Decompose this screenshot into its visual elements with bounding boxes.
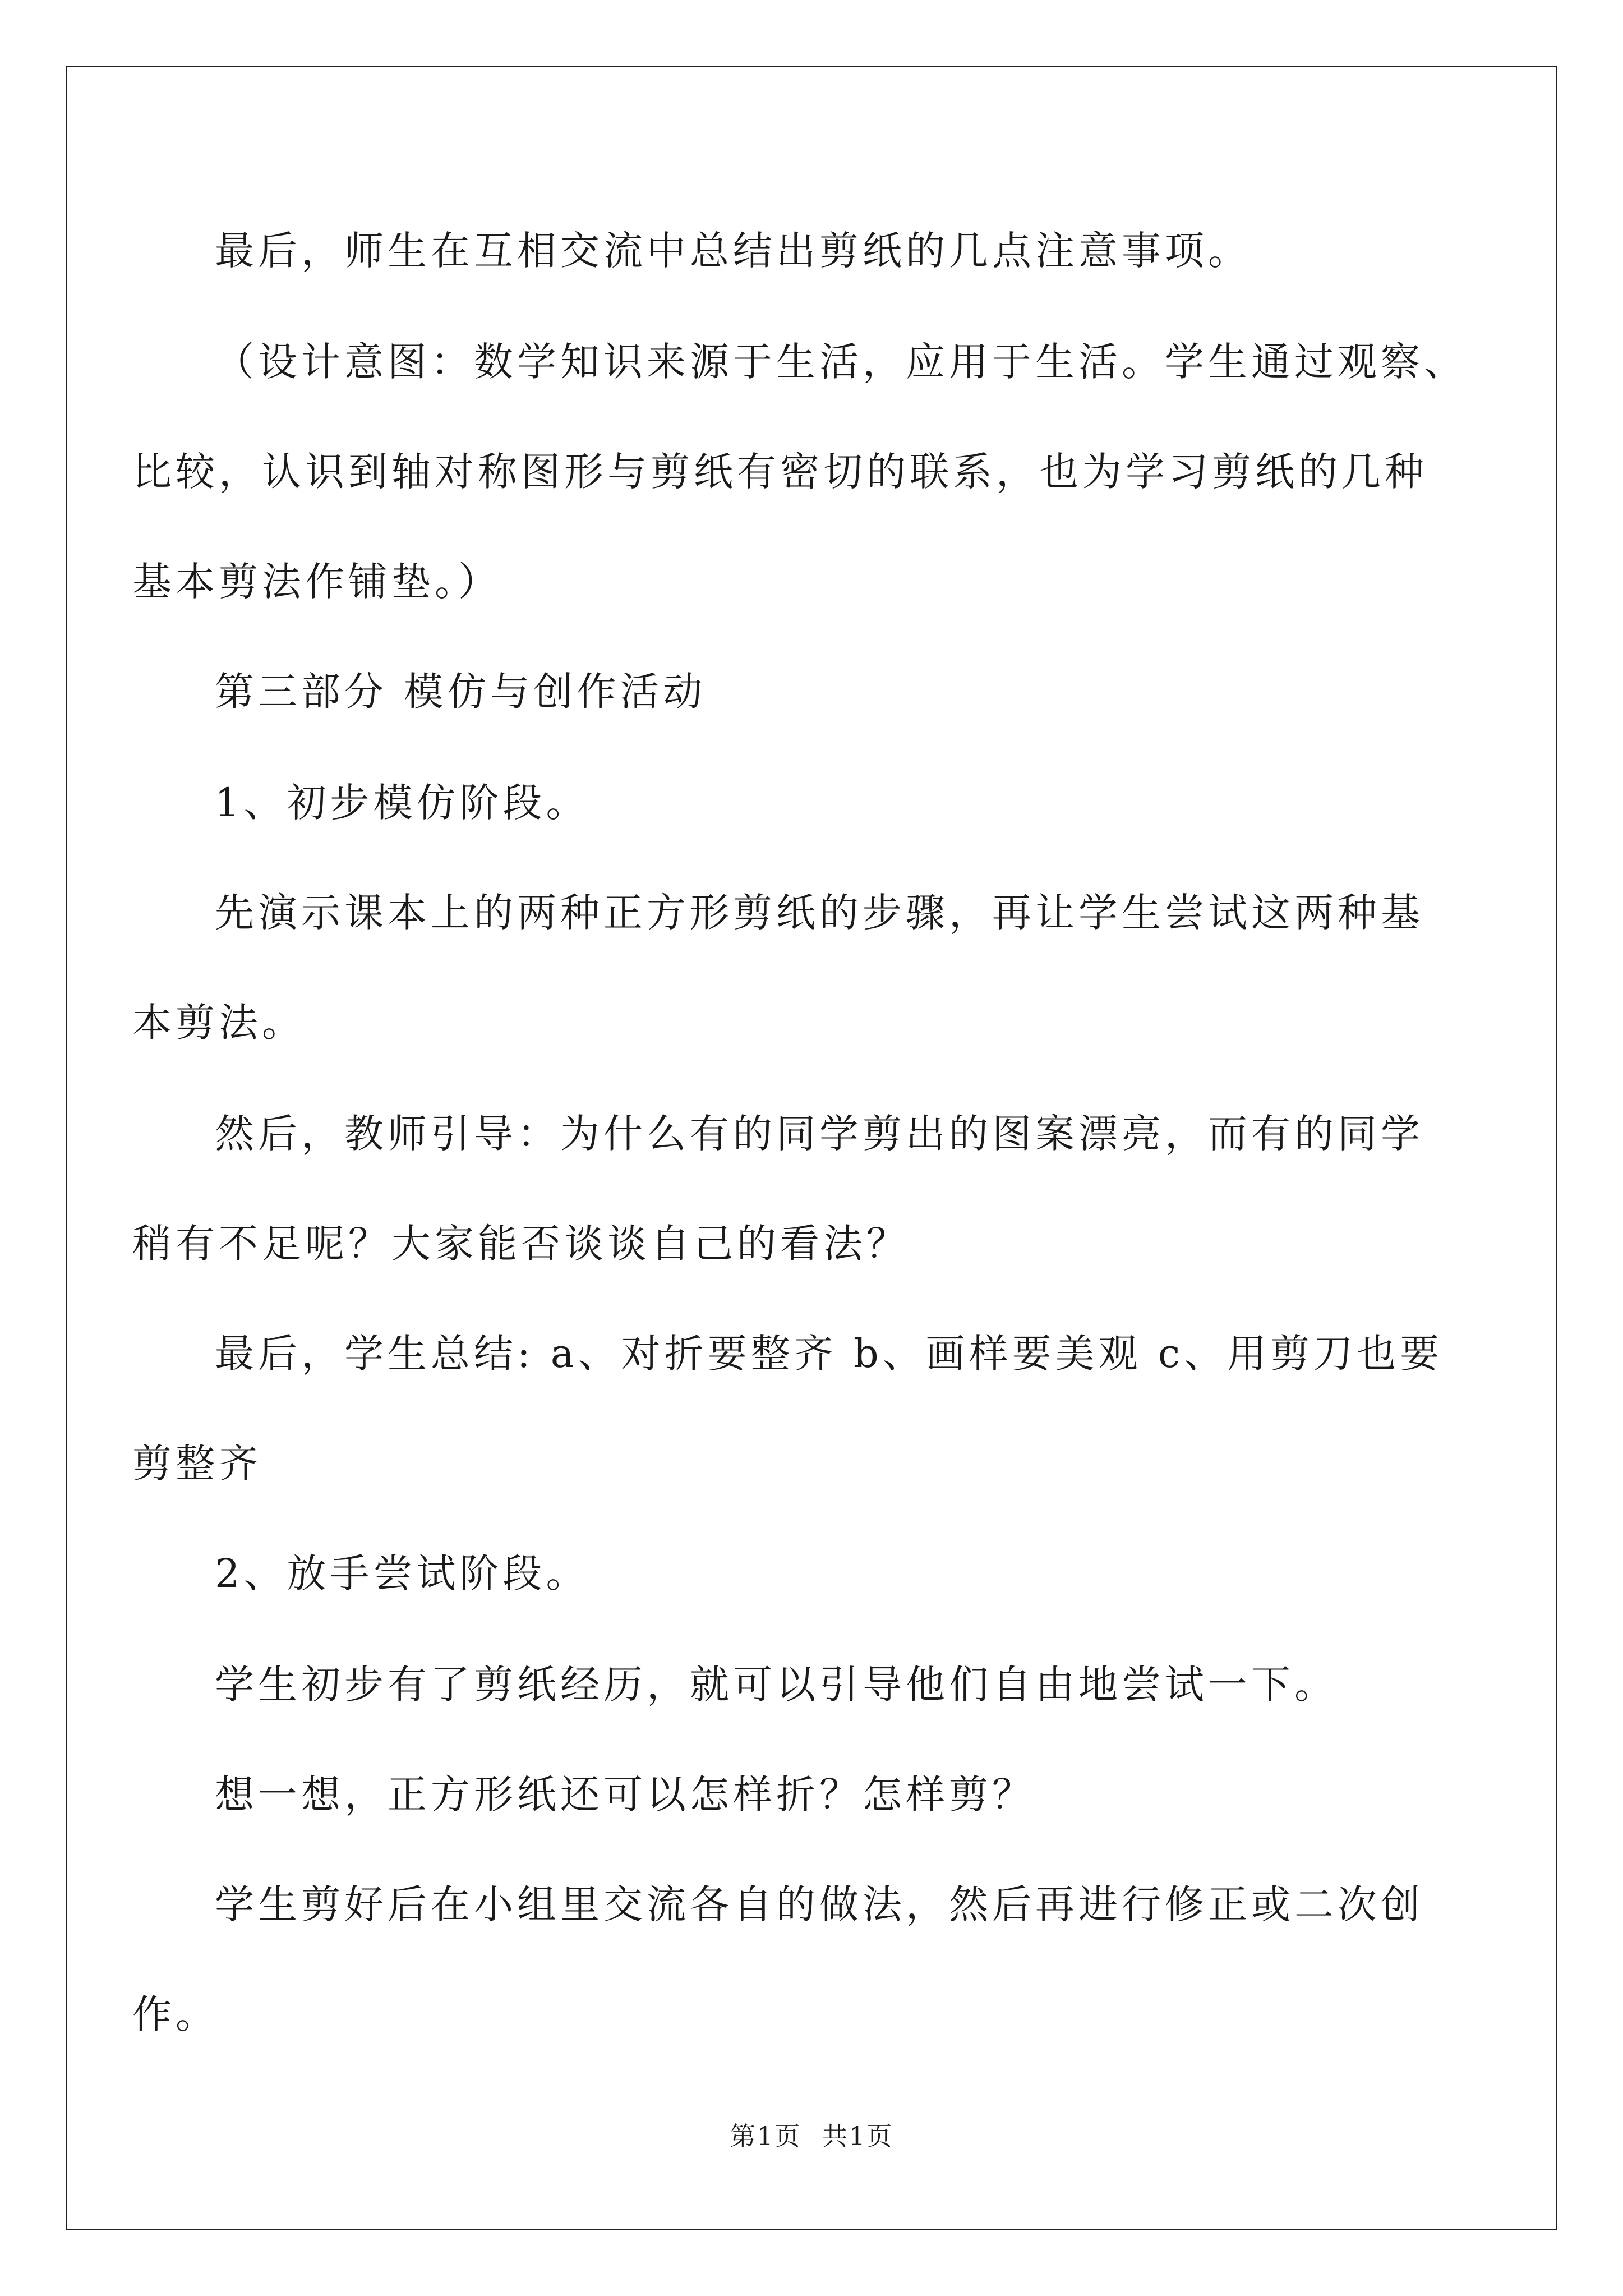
paragraph-line: （设计意图：数学知识来源于生活，应用于生活。学生通过观察、	[215, 339, 1467, 385]
paragraph-line: 剪整齐	[132, 1441, 262, 1487]
page-footer	[0, 2119, 1623, 2153]
paragraph-line: 稍有不足呢？大家能否谈谈自己的看法？	[132, 1221, 910, 1267]
paragraph-line: 比较，认识到轴对称图形与剪纸有密切的联系，也为学习剪纸的几种	[132, 449, 1428, 495]
paragraph-line: 最后，学生总结: a、对折要整齐 b、画样要美观 c、用剪刀也要	[215, 1331, 1444, 1377]
section-heading: 第三部分 模仿与创作活动	[215, 669, 707, 715]
page-number: 第1页	[730, 2121, 801, 2151]
paragraph-line: 本剪法。	[132, 1000, 305, 1046]
paragraph-line: 最后，师生在互相交流中总结出剪纸的几点注意事项。	[215, 228, 1251, 274]
paragraph-line: 作。	[132, 1991, 219, 2037]
paragraph-line: 1、初步模仿阶段。	[215, 780, 589, 826]
paragraph-line: 基本剪法作铺垫。）	[132, 559, 501, 605]
paragraph-line: 然后，教师引导：为什么有的同学剪出的图案漂亮，而有的同学	[215, 1111, 1424, 1157]
paragraph-line: 学生初步有了剪纸经历，就可以引导他们自由地尝试一下。	[215, 1662, 1338, 1708]
paragraph-line: 先演示课本上的两种正方形剪纸的步骤，再让学生尝试这两种基	[215, 890, 1424, 936]
page-total: 共1页	[822, 2121, 893, 2151]
paragraph-line: 想一想，正方形纸还可以怎样折？怎样剪？	[215, 1772, 1035, 1818]
paragraph-line: 学生剪好后在小组里交流各自的做法，然后再进行修正或二次创	[215, 1881, 1424, 1927]
paragraph-line: 2、放手尝试阶段。	[215, 1550, 589, 1596]
